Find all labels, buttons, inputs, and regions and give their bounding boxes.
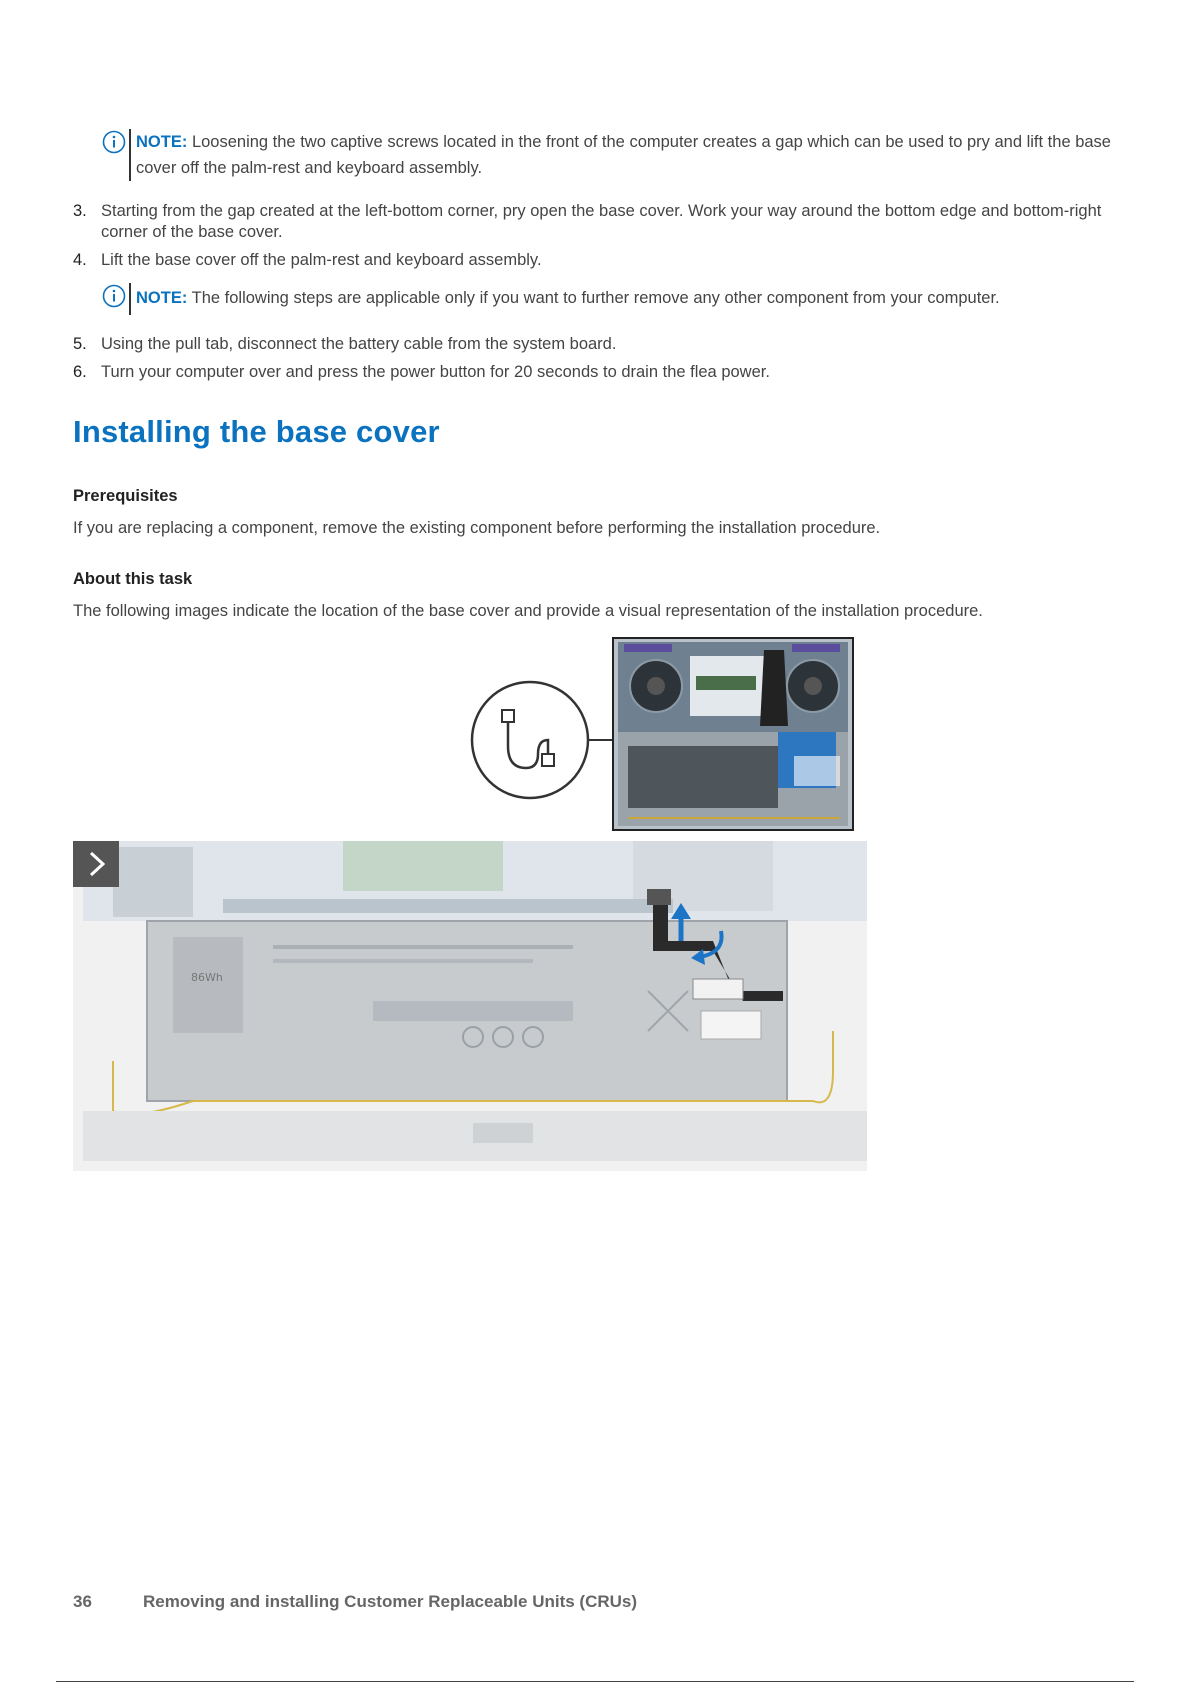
note-label: NOTE: <box>136 133 188 151</box>
battery-cable-callout <box>472 682 588 798</box>
step-4 <box>73 250 1113 271</box>
step-5 <box>73 334 1113 355</box>
step-6 <box>73 362 1113 383</box>
step-text: Starting from the gap created at the left-bottom corner, pry open the base cover. Work your way around the bottom edge and bottom-right corner of the base cover. <box>101 202 1102 241</box>
step-text: Turn your computer over and press the power button for 20 seconds to drain the flea power. <box>101 363 770 381</box>
step-number: 3. <box>73 202 87 220</box>
page-number: 36 <box>73 1592 92 1611</box>
info-icon <box>102 284 126 308</box>
note-divider <box>129 129 131 181</box>
footer-divider <box>56 1681 1134 1682</box>
step-number: 6. <box>73 363 87 381</box>
note-divider <box>129 283 131 315</box>
step-number: 4. <box>73 251 87 269</box>
step-3 <box>73 201 1113 243</box>
prerequisites-heading: Prerequisites <box>73 487 178 505</box>
note-further-removal <box>102 283 1132 315</box>
note-text: The following steps are applicable only if you want to further remove any other component from your computer. <box>191 289 1000 307</box>
step-text: Lift the base cover off the palm-rest and keyboard assembly. <box>101 251 542 269</box>
step-number: 5. <box>73 335 87 353</box>
chapter-title: Removing and installing Customer Replaceable Units (CRUs) <box>143 1592 638 1611</box>
about-task-text: The following images indicate the location of the base cover and provide a visual representation of the installation procedure. <box>73 602 983 620</box>
note-loosening-screws <box>102 129 1112 181</box>
battery-capacity: 86Wh <box>191 971 223 984</box>
step-text: Using the pull tab, disconnect the battery cable from the system board. <box>101 335 617 353</box>
info-icon <box>102 130 126 154</box>
note-body <box>136 285 1000 311</box>
note-text: Loosening the two captive screws located in the front of the computer creates a gap which can be used to pry and lift the base cover off the palm-rest and keyboard assembly. <box>136 133 1111 177</box>
note-label: NOTE: <box>136 289 188 307</box>
about-task-heading: About this task <box>73 570 193 588</box>
overview-figure <box>468 636 858 832</box>
section-title: Installing the base cover <box>73 414 440 449</box>
battery-detail-figure <box>73 841 867 1171</box>
note-body <box>136 129 1112 181</box>
laptop-internals-overview <box>613 638 853 830</box>
next-arrow-button[interactable] <box>73 841 119 887</box>
prerequisites-text: If you are replacing a component, remove the existing component before performing the installation procedure. <box>73 519 881 537</box>
